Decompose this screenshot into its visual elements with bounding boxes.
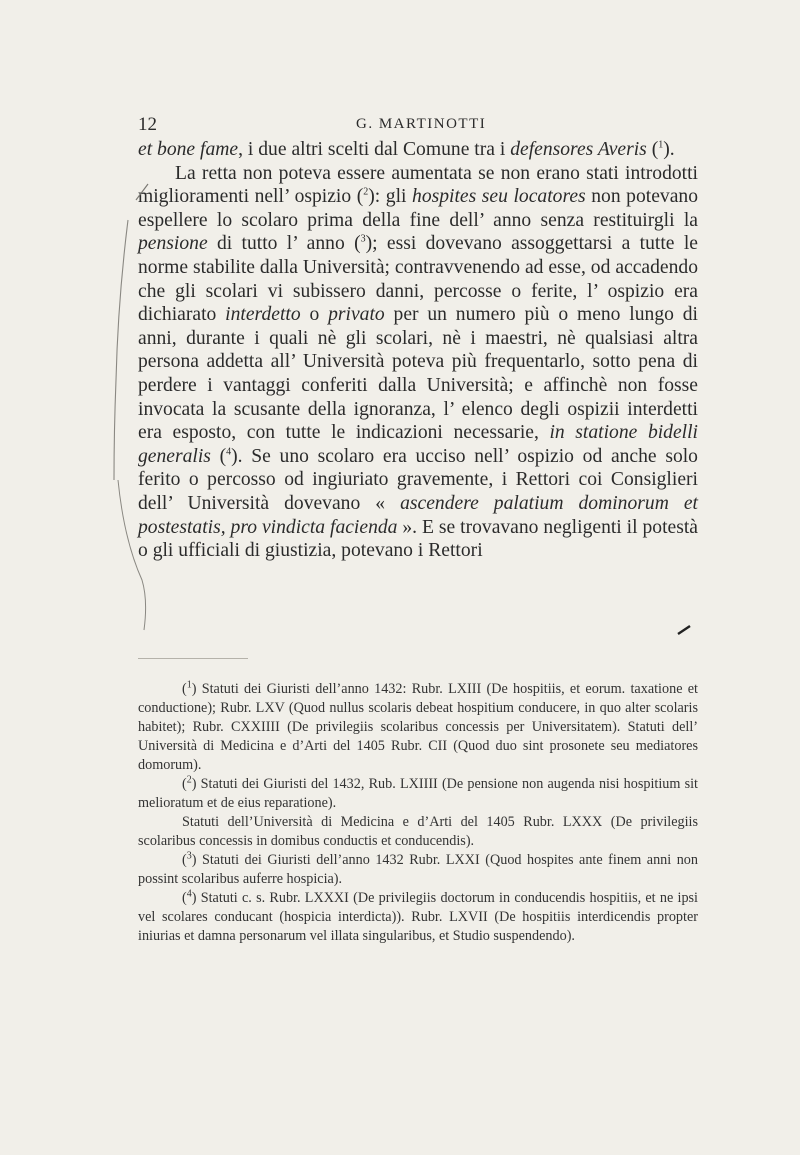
text-run: ): gli <box>368 186 413 208</box>
main-text <box>138 138 698 563</box>
footnote-ref: 3 <box>360 233 366 245</box>
text-run: per un numero più o meno lungo di anni, durante i quali nè gli scolari, nè i maestri, nè qualsiasi altra persona addetta all’ Università poteva più frequentarlo, sotto pena di perdere i vantaggi conferiti dalla Università; e affinchè non fosse invocata la scusante della ignoranza, l’ elenco degli ospizii interdetti era esposto, con tutte le indicazioni necessarie, <box>138 304 699 444</box>
footnote <box>138 813 698 851</box>
text-run: hospites seu locatores <box>412 186 586 208</box>
text-run: interdetto <box>225 304 301 326</box>
footnote-ref: 4 <box>226 446 232 458</box>
footnote <box>138 851 698 889</box>
text-run: pensione <box>138 233 208 255</box>
text-run: et bone fame <box>138 139 239 160</box>
text-run: , i due altri scelti dal Comune tra i <box>238 139 511 160</box>
footnote <box>138 889 698 946</box>
footnote <box>138 680 698 775</box>
text-run: in statione bidelli generalis <box>138 422 699 467</box>
text-run: ( <box>182 852 187 868</box>
text-run: ) Statuti dei Giuristi dell’anno 1432: Rubr. LXIII (De hospitiis, et eorum. taxatione et conductione); Rubr. LXV (Quod nullus scolaris debeat hospitium conducere, in quo alter scolaris habitet); Rubr. CXXIIII (De privilegiis scolaribus concessis per Universitatem). Statuti dell’ Università di Medicina e d’Arti del 1405 Rubr. CII (Quod duo sint prosonete seu mediatores domorum). <box>138 681 698 773</box>
paragraph <box>138 162 698 563</box>
pencil-margin-mark-icon <box>100 180 160 640</box>
footnote-ref: 3 <box>186 850 192 862</box>
page-number: 12 <box>138 114 157 135</box>
text-run: privato <box>328 304 385 326</box>
text-run: di tutto l’ anno ( <box>207 233 361 255</box>
text-run: ( <box>182 681 187 697</box>
text-run: ); essi dovevano assoggettarsi a tutte le norme stabilite dalla Università; contravvenendo ad esse, od accadendo che gli scolari vi subissero danni, percosse o ferite, l’ ospizio era dichiarato <box>138 233 698 326</box>
text-run: ». E se trovavano negligenti il potestà o gli ufficiali di giustizia, potevano i Rettori <box>138 516 698 562</box>
text-run: ) Statuti c. s. Rubr. LXXXI (De privilegiis doctorum in conducendis hospitiis, et ne ipsi vel scolares conducant (hospicia interdicta)). Rubr. LXVII (De hospitiis interdicendis propter iniurias et damna personarum vel illata singularibus, et Studio suspendendo). <box>138 890 698 944</box>
text-run: ascendere palatium dominorum et postestatis, pro vindicta facienda <box>138 492 698 538</box>
page-header <box>138 114 698 138</box>
text-run: ( <box>182 776 187 792</box>
text-run: ). <box>663 139 675 160</box>
footnote <box>138 775 698 813</box>
footnotes <box>138 680 698 946</box>
text-run: Statuti dell’Università di Medicina e d’Arti del 1405 Rubr. LXXX (De privilegiis scolaribus concessis in domibus conductis et conducendis). <box>138 814 698 849</box>
footnote-ref: 2 <box>363 186 369 198</box>
footnote-ref: 2 <box>186 774 192 786</box>
footnote-rule <box>138 658 248 659</box>
text-run: ( <box>210 445 227 467</box>
text-run: ) Statuti dei Giuristi del 1432, Rub. LXIIII (De pensione non augenda nisi hospitium sit melioratum et de eius reparatione). <box>138 776 698 811</box>
text-run: La retta non poteva essere aumentata se non erano stati introdotti miglioramenti nell’ ospizio ( <box>138 162 698 208</box>
paragraph <box>138 138 698 162</box>
footnote-ref: 4 <box>186 888 192 900</box>
text-run: ( <box>646 139 659 160</box>
footnote-ref: 1 <box>186 679 192 691</box>
running-head: G. MARTINOTTI <box>356 116 487 132</box>
text-run: defensores Averis <box>510 139 647 160</box>
ink-tick-icon <box>676 624 692 636</box>
text-run: o <box>300 304 329 326</box>
text-run: ( <box>182 890 187 906</box>
text-run: ). Se uno scolaro era ucciso nell’ ospizio od anche solo ferito o percosso od ingiuriato gravemente, i Rettori coi Consiglieri dell’ Università dovevano « <box>138 445 698 514</box>
text-run: ) Statuti dei Giuristi dell’anno 1432 Rubr. LXXI (Quod hospites ante finem anni non possint scolaribus auferre hospicia). <box>138 852 698 887</box>
text-run: non potevano espellere lo scolaro prima della fine dell’ anno senza restituirgli la <box>138 186 698 231</box>
footnote-ref: 1 <box>658 139 664 151</box>
